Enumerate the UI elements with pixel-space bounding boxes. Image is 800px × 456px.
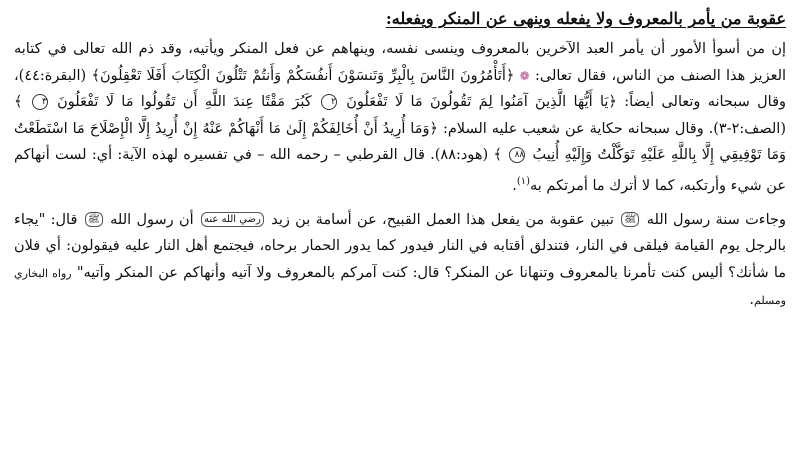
ayah-number-marker: ٢ <box>321 94 337 110</box>
sunnah-intro-text: وجاءت سنة رسول الله <box>646 211 787 228</box>
quran-bracket-close: ﴾ <box>14 94 23 110</box>
flower-ornament-icon: ❁ <box>519 68 530 83</box>
hadith-text: قال: "يجاء بالرجل يوم القيامة فيلقى في النار، فتندلق أقتابه في النار فيدور كما يدور الحمار برحاه، فيجتمع أهل النار عليه فيقولون: أي فلان ما شأنك؟ أليس كنت تأمرنا بالمعروف وتنهانا عن المنكر؟ قال: كنت آمركم بالمعروف ولا آتيه وأنهاكم عن المنكر وآتيه" <box>14 211 787 281</box>
paragraph-hadith <box>14 207 786 315</box>
hadith-context-text: تبين عقوبة من يفعل هذا العمل القبيح، عن أسامة بن زيد <box>271 211 614 228</box>
reference-saff: (الصف:٢-٣). وقال سبحانه حكاية عن شعيب عليه السلام: <box>442 120 786 137</box>
footnote-marker: (١) <box>516 175 530 187</box>
quran-verse-baqarah: ﴿أَتَأْمُرُونَ النَّاسَ بِالْبِرِّ وَتَنسَوْنَ أَنفُسَكُمْ وَأَنتُمْ تَتْلُونَ الْكِتَابَ أَفَلَا تَعْقِلُونَ﴾ <box>91 67 515 84</box>
quran-verse-saff-3: كَبُرَ مَقْتًا عِندَ اللَّهِ أَن تَقُولُوا مَا لَا تَفْعَلُونَ <box>57 94 312 110</box>
qurtubi-commentary: (هود:٨٨). قال القرطبي – رحمه الله – في تفسيره لهذه الآية: أي: لست أنهاكم عن شيء وأرتكبه، كما لا أترك ما أمرتكم به <box>14 147 786 194</box>
quran-verse-hud: ﴿وَمَا أُرِيدُ أَنْ أُخَالِفَكُمْ إِلَىٰ مَا أَنْهَاكُمْ عَنْهُ إِنْ أُرِيدُ إِلَّا الْإِصْلَاحَ مَا اسْتَطَعْتُ وَمَا تَوْفِيقِي إِلَّا بِاللَّهِ عَلَيْهِ تَوَكَّلْتُ وَإِلَيْهِ أُنِيبُ <box>14 120 787 163</box>
hadith-context-text-2: أن رسول الله <box>110 211 194 228</box>
quran-verse-saff-2: ﴿يَا أَيُّهَا الَّذِينَ آمَنُوا لِمَ تَقُولُونَ مَا لَا تَفْعَلُونَ <box>346 94 617 110</box>
salutation-icon: ﷺ <box>85 212 103 227</box>
hadith-source: رواه البخاري ومسلم <box>14 266 786 308</box>
quran-bracket-close: ﴾ <box>493 147 502 163</box>
paragraph-intro <box>14 36 786 199</box>
radiallahu-icon: رضي الله عنه <box>201 212 264 227</box>
salutation-icon: ﷺ <box>621 212 639 227</box>
paragraph-gap <box>14 199 786 207</box>
section-heading: عقوبة من يأمر بالمعروف ولا يفعله وينهى عن المنكر ويفعله: <box>385 9 786 28</box>
intro-text: إن من أسوأ الأمور أن يأمر العبد الآخرين بالمعروف وينسى نفسه، وينهاهم عن فعل المنكر ويأتيه، وقد ذم الله تعالى في كتابه العزيز هذا الصنف من الناس، فقال تعالى: <box>14 41 787 84</box>
ayah-number-marker: ٣ <box>32 94 48 110</box>
reference-baqarah: (البقرة:٤٤)، وقال سبحانه وتعالى أيضاً: <box>14 67 787 110</box>
sentence-end: . <box>749 292 755 309</box>
ayah-number-marker: ٨٨ <box>509 147 525 163</box>
sentence-end: . <box>512 177 517 194</box>
